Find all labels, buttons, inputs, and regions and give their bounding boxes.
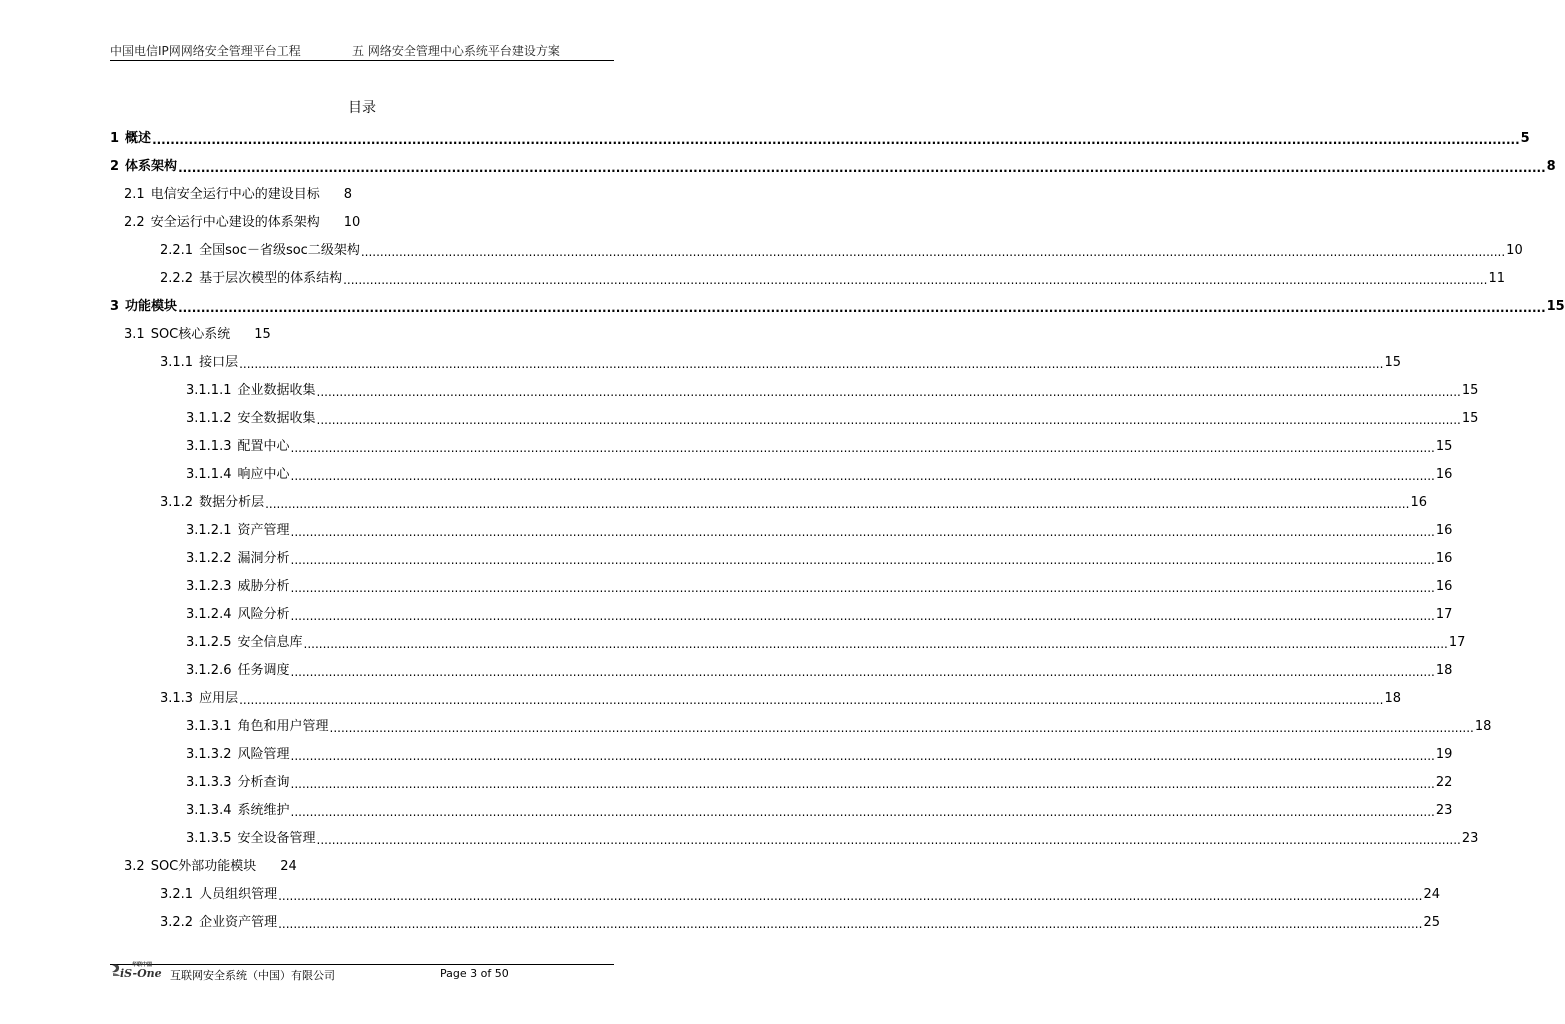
toc-entry-text: 体系架构 (125, 159, 178, 174)
toc-entry[interactable] (110, 904, 1440, 932)
toc-entry-number: 3.2.2 (160, 915, 194, 930)
toc-entry-number: 3.1.2.5 (186, 635, 232, 650)
toc-entry-number: 3.2 (124, 859, 145, 874)
toc-entry-page: 17 (1435, 607, 1453, 622)
toc-entry-text: 全国soc－省级soc二级架构 (199, 243, 360, 258)
toc-entry-page: 22 (1435, 775, 1453, 790)
toc-entry-number: 2.1 (124, 187, 145, 202)
toc-entry-text: 角色和用户管理 (237, 719, 329, 734)
toc-entry[interactable] (110, 232, 1523, 260)
toc-dot-leader: ............................................................................................................................................................................................................................................................................................................ (303, 637, 1448, 651)
toc-dot-leader: ............................................................................................................................................................................................................................................................................................................ (278, 917, 1423, 931)
toc-entry[interactable] (110, 316, 614, 344)
toc-entry[interactable] (110, 820, 1479, 848)
toc-entry[interactable] (110, 848, 614, 876)
toc-entry-number: 3.1.3.3 (186, 775, 232, 790)
toc-dot-leader: ............................................................................................................................................................................................................................................................................................................ (239, 693, 1384, 707)
logo-main-text: iS-One (120, 967, 162, 980)
page-header (110, 38, 614, 61)
header-project-title: 中国电信IP网网络安全管理平台工程 (110, 44, 301, 58)
toc-entry-number: 3.1.1.3 (186, 439, 232, 454)
toc-entry-number: 3.1.2 (160, 495, 194, 510)
toc-entry-text: 基于层次模型的体系结构 (199, 271, 343, 286)
toc-dot-leader: ............................................................................................................................................................................................................................................................................................................ (278, 889, 1423, 903)
toc-entry[interactable] (110, 260, 1505, 288)
toc-entry-page: 17 (1448, 635, 1466, 650)
toc-entry-page: 8 (343, 187, 352, 202)
toc-dot-leader: ............................................................................................................................................................................................................................................................................................................ (290, 609, 1435, 623)
toc-entry[interactable] (110, 652, 1453, 680)
toc-entry-text: 企业数据收集 (237, 383, 316, 398)
toc-entry[interactable] (110, 288, 1565, 316)
toc-entry-text: 数据分析层 (199, 495, 265, 510)
toc-title: 目录 (348, 100, 376, 116)
toc-entry-page: 16 (1435, 551, 1453, 566)
toc-entry-number: 3.1.2.6 (186, 663, 232, 678)
toc-entry[interactable] (110, 484, 1427, 512)
toc-entry-text: SOC核心系统 (150, 327, 231, 342)
toc-dot-leader: ............................................................................................................................................................................................................................................................................................................ (290, 805, 1435, 819)
toc-entry[interactable] (110, 568, 1453, 596)
toc-entry[interactable] (110, 792, 1453, 820)
toc-dot-leader: ............................................................................................................................................................................................................................................................................................................ (290, 441, 1435, 455)
toc-dot-leader: ............................................................................................................................................................................................................................................................................................................ (290, 469, 1435, 483)
toc-entry[interactable] (110, 148, 1556, 176)
toc-dot-leader: ............................................................................................................................................................................................................................................................................................................ (290, 525, 1435, 539)
toc-entry-number: 2.2.1 (160, 243, 194, 258)
toc-entry-number: 3.1.2.2 (186, 551, 232, 566)
logo-top-text: 华联中国 (132, 962, 153, 968)
toc-dot-leader: ............................................................................................................................................................................................................................................................................................................ (316, 385, 1461, 399)
toc-entry-text: SOC外部功能模块 (150, 859, 257, 874)
toc-entry-page: 18 (1435, 663, 1453, 678)
toc-entry-number: 2 (110, 159, 120, 174)
toc-entry-text: 分析查询 (237, 775, 290, 790)
toc-entry[interactable] (110, 176, 614, 204)
toc-entry-text: 漏洞分析 (237, 551, 290, 566)
toc-entry-page: 24 (280, 859, 297, 874)
toc-entry-page: 10 (1506, 243, 1523, 258)
toc-entry[interactable] (110, 736, 1453, 764)
toc-entry[interactable] (110, 680, 1401, 708)
toc-dot-leader: ............................................................................................................................................................................................................................................................................................................ (290, 749, 1435, 763)
toc-dot-leader: ............................................................................................................................................................................................................................................................................................................ (152, 133, 1520, 147)
toc-entry-number: 3.1.3.5 (186, 831, 232, 846)
toc-entry-page: 25 (1423, 915, 1440, 930)
toc-entry-number: 3.1.2.1 (186, 523, 232, 538)
toc-entry-text: 安全信息库 (237, 635, 303, 650)
toc-dot-leader: ............................................................................................................................................................................................................................................................................................................ (290, 553, 1435, 567)
toc-entry-page: 16 (1435, 579, 1453, 594)
toc-entry-number: 3.1.1.4 (186, 467, 232, 482)
toc-dot-leader: ............................................................................................................................................................................................................................................................................................................ (360, 245, 1506, 259)
toc-dot-leader: ............................................................................................................................................................................................................................................................................................................ (316, 833, 1461, 847)
toc-entry[interactable] (110, 372, 1479, 400)
toc-entry-page: 19 (1435, 747, 1453, 762)
toc-entry-number: 3.1.3.4 (186, 803, 232, 818)
toc-entry[interactable] (110, 708, 1492, 736)
toc-dot-leader: ............................................................................................................................................................................................................................................................................................................ (178, 161, 1546, 175)
header-chapter-title: 五 网络安全管理中心系统平台建设方案 (352, 44, 560, 58)
toc-entry-page: 18 (1384, 691, 1401, 706)
toc-entry-page: 5 (1520, 131, 1530, 146)
toc-entry-page: 10 (343, 215, 361, 230)
toc-entry-page: 16 (1410, 495, 1427, 510)
toc-entry-text: 概述 (125, 131, 152, 146)
toc-entry[interactable] (110, 540, 1453, 568)
toc-entry[interactable] (110, 596, 1453, 624)
toc-entry-page: 16 (1435, 523, 1453, 538)
toc-entry-text: 接口层 (199, 355, 239, 370)
toc-entry-page: 15 (1435, 439, 1453, 454)
toc-entry-number: 3.1.1.2 (186, 411, 232, 426)
toc-entry-number: 3 (110, 299, 120, 314)
toc-entry-text: 风险分析 (237, 607, 290, 622)
toc-entry-page: 24 (1423, 887, 1440, 902)
toc-entry-text: 风险管理 (237, 747, 290, 762)
toc-entry-text: 响应中心 (237, 467, 290, 482)
toc-entry-page: 16 (1435, 467, 1453, 482)
toc-dot-leader: ............................................................................................................................................................................................................................................................................................................ (290, 581, 1435, 595)
toc-entry-number: 3.1.1.1 (186, 383, 232, 398)
company-logo (110, 961, 168, 983)
toc-entry-page: 15 (1546, 299, 1565, 314)
toc-entry-number: 3.1.3.2 (186, 747, 232, 762)
toc-dot-leader: ............................................................................................................................................................................................................................................................................................................ (316, 413, 1461, 427)
toc-entry-text: 任务调度 (237, 663, 290, 678)
toc-entry-text: 人员组织管理 (199, 887, 278, 902)
toc-entry-text: 配置中心 (237, 439, 290, 454)
toc-entry-number: 1 (110, 131, 120, 146)
toc-entry-text: 企业资产管理 (199, 915, 278, 930)
toc-entry-text: 资产管理 (237, 523, 290, 538)
toc-entry-number: 3.1.1 (160, 355, 194, 370)
toc-entry[interactable] (110, 624, 1466, 652)
toc-entry[interactable] (110, 400, 1479, 428)
toc-dot-leader: ............................................................................................................................................................................................................................................................................................................ (290, 665, 1435, 679)
toc-entry-number: 3.1.2.4 (186, 607, 232, 622)
toc-entry-text: 安全运行中心建设的体系架构 (150, 215, 320, 230)
toc-entry[interactable] (110, 120, 1530, 148)
toc-entry-number: 3.2.1 (160, 887, 194, 902)
toc-entry-number: 3.1.3.1 (186, 719, 232, 734)
toc-entry[interactable] (110, 764, 1453, 792)
toc-entry-number: 3.1.3 (160, 691, 194, 706)
toc-dot-leader: ............................................................................................................................................................................................................................................................................................................ (178, 301, 1546, 315)
table-of-contents (110, 120, 1565, 932)
page-footer (110, 964, 614, 987)
toc-entry-page: 15 (1461, 383, 1479, 398)
toc-entry-page: 15 (254, 327, 271, 342)
toc-entry[interactable] (110, 344, 1401, 372)
toc-dot-leader: ............................................................................................................................................................................................................................................................................................................ (329, 721, 1474, 735)
toc-entry[interactable] (110, 428, 1453, 456)
toc-entry-page: 23 (1435, 803, 1453, 818)
toc-entry-text: 安全设备管理 (237, 831, 316, 846)
toc-entry-number: 2.2.2 (160, 271, 194, 286)
toc-entry[interactable] (110, 876, 1440, 904)
toc-entry[interactable] (110, 456, 1453, 484)
toc-entry-page: 18 (1474, 719, 1492, 734)
toc-entry-number: 3.1.2.3 (186, 579, 232, 594)
toc-entry[interactable] (110, 204, 614, 232)
toc-entry-page: 15 (1461, 411, 1479, 426)
toc-dot-leader: ............................................................................................................................................................................................................................................................................................................ (290, 777, 1435, 791)
toc-entry-number: 3.1 (124, 327, 145, 342)
toc-entry-page: 15 (1384, 355, 1401, 370)
toc-entry-page: 8 (1546, 159, 1556, 174)
toc-dot-leader: ............................................................................................................................................................................................................................................................................................................ (239, 357, 1384, 371)
toc-entry-page: 23 (1461, 831, 1479, 846)
toc-entry-text: 功能模块 (125, 299, 178, 314)
toc-dot-leader: ............................................................................................................................................................................................................................................................................................................ (265, 497, 1410, 511)
toc-entry-text: 系统维护 (237, 803, 290, 818)
toc-dot-leader: ............................................................................................................................................................................................................................................................................................................ (343, 273, 1488, 287)
footer-page-number: Page 3 of 50 (440, 967, 509, 980)
toc-entry-text: 威胁分析 (237, 579, 290, 594)
toc-entry-text: 电信安全运行中心的建设目标 (150, 187, 320, 202)
toc-entry-number: 2.2 (124, 215, 145, 230)
toc-entry-text: 安全数据收集 (237, 411, 316, 426)
footer-company-name: 互联网安全系统（中国）有限公司 (170, 969, 335, 982)
toc-entry-page: 11 (1488, 271, 1505, 286)
toc-entry[interactable] (110, 512, 1453, 540)
toc-entry-text: 应用层 (199, 691, 239, 706)
